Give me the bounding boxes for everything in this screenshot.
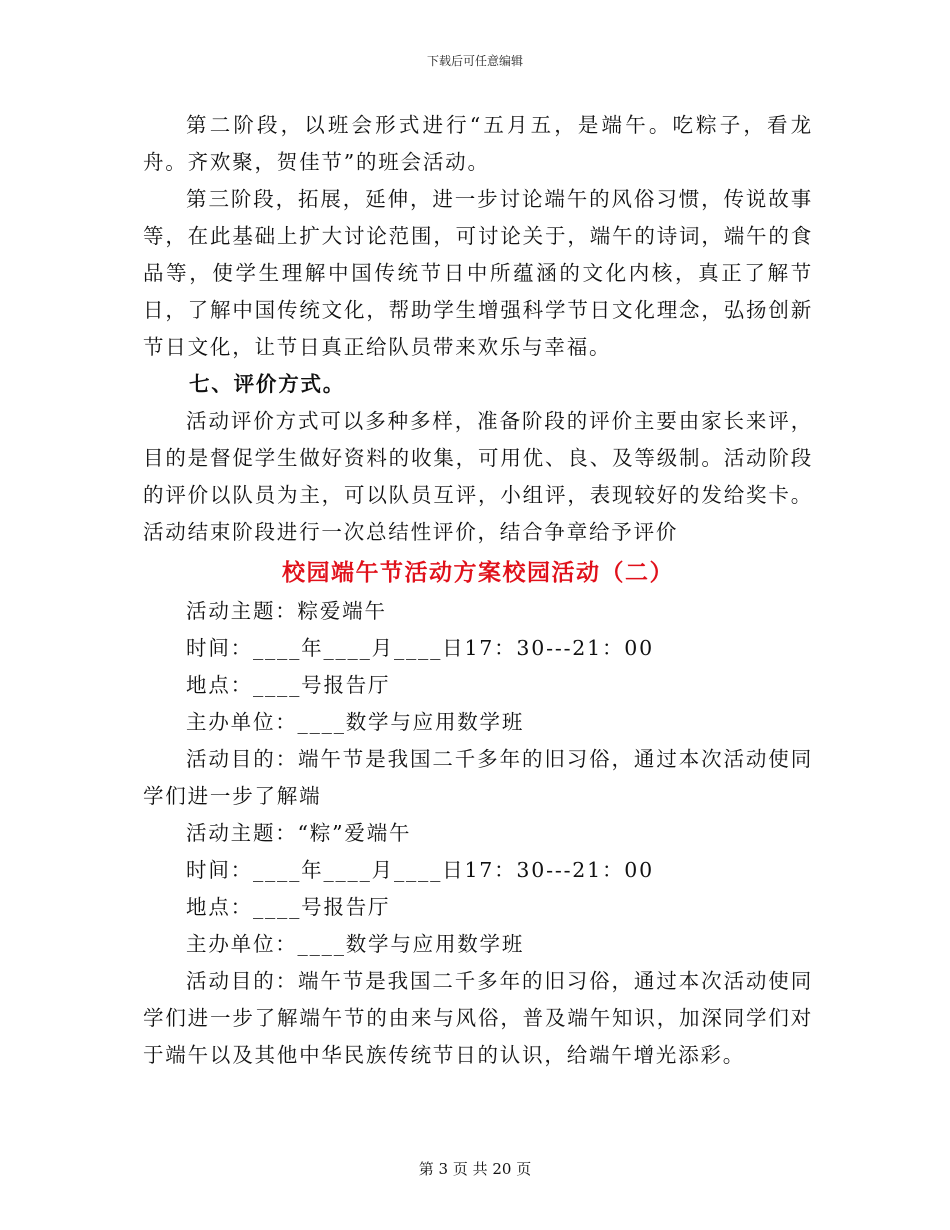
paragraph-stage-three: 第三阶段，拓展，延伸，进一步讨论端午的风俗习惯，传说故事等，在此基础上扩大讨论范围，可讨论关于，端午的诗词，端午的食品等，使学生理解中国传统节日中所蕴涵的文化内核，真正了解节日，了解中国传统文化，帮助学生增强科学节日文化理念，弘扬创新节日文化，让节日真正给队员带来欢乐与幸福。	[143, 187, 813, 359]
activity-host-1: 主办单位：____数学与应用数学班	[186, 710, 525, 734]
activity-time-2: 时间：____年____月____日17：30---21：00	[186, 858, 654, 882]
activity-place-1: 地点：____号报告厅	[186, 673, 391, 697]
header-note: 下载后可任意编辑	[426, 54, 523, 68]
section-title: 校园端午节活动方案校园活动（二）	[282, 559, 674, 586]
heading-evaluation: 七、评价方式。	[189, 372, 346, 396]
activity-theme-1: 活动主题：粽爱端午	[186, 599, 387, 623]
activity-purpose-1: 活动目的：端午节是我国二千多年的旧习俗，通过本次活动使同学们进一步了解端	[143, 747, 813, 808]
activity-host-2: 主办单位：____数学与应用数学班	[186, 932, 525, 956]
activity-time-1: 时间：____年____月____日17：30---21：00	[186, 636, 654, 660]
paragraph-evaluation: 活动评价方式可以多种多样，准备阶段的评价主要由家长来评，目的是督促学生做好资料的收集，可用优、良、及等级制。活动阶段的评价以队员为主，可以队员互评，小组评，表现较好的发给奖卡。活动结束阶段进行一次总结性评价，结合争章给予评价	[143, 409, 813, 544]
activity-place-2: 地点：____号报告厅	[186, 895, 391, 919]
document-body	[143, 107, 813, 1074]
activity-purpose-2: 活动目的：端午节是我国二千多年的旧习俗，通过本次活动使同学们进一步了解端午节的由来与风俗，普及端午知识，加深同学们对于端午以及其他中华民族传统节日的认识，给端午增光添彩。	[143, 969, 813, 1067]
page-number: 第 3 页 共 20 页	[418, 1160, 532, 1178]
activity-theme-2: 活动主题：“粽”爱端午	[186, 821, 412, 845]
paragraph-stage-two: 第二阶段，以班会形式进行“五月五，是端午。吃粽子，看龙舟。齐欢聚，贺佳节”的班会活动。	[143, 113, 813, 174]
